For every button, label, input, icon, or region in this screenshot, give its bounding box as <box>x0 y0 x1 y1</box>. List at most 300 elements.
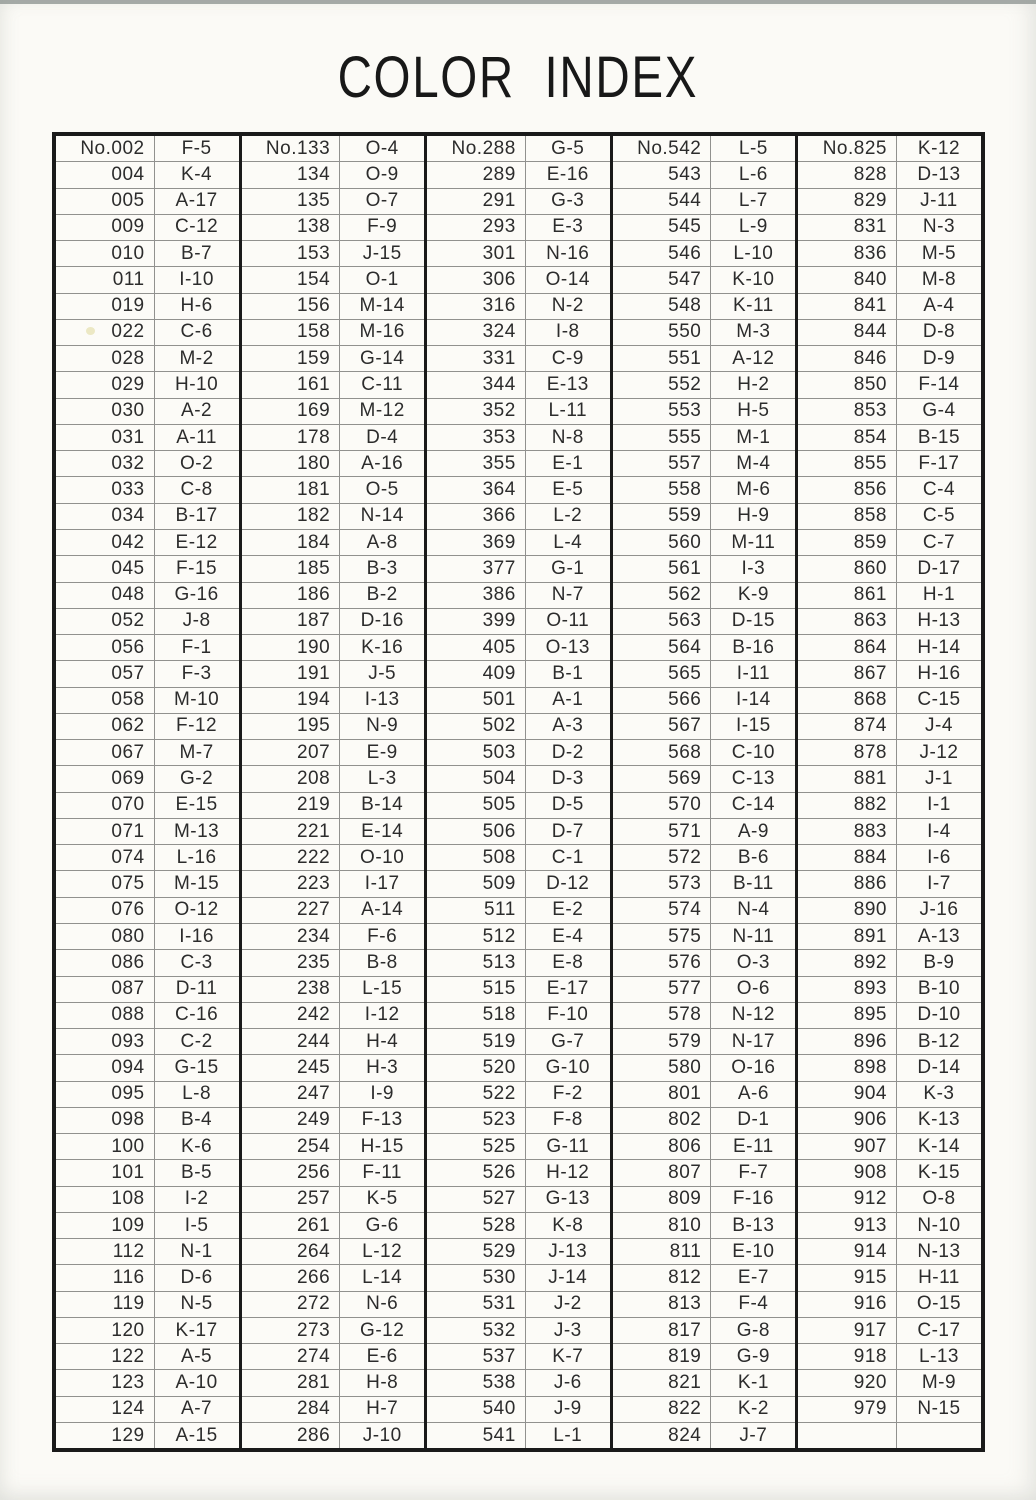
color-number-cell: 123 <box>56 1370 155 1395</box>
table-row <box>798 1108 981 1134</box>
table-row <box>613 766 796 792</box>
color-number-cell: 580 <box>613 1055 712 1080</box>
color-number-cell: 812 <box>613 1265 712 1290</box>
table-row <box>242 635 425 661</box>
color-number-cell: 856 <box>798 477 897 502</box>
grid-code-cell: D-15 <box>731 610 775 632</box>
table-row <box>427 1029 610 1055</box>
grid-code-cell: G-1 <box>551 557 585 579</box>
color-number-cell: 138 <box>242 215 341 240</box>
table-row <box>427 661 610 687</box>
color-number-cell: 568 <box>613 740 712 765</box>
color-number-cell: 540 <box>427 1397 526 1422</box>
color-number-cell: 057 <box>56 661 155 686</box>
color-number-cell: 159 <box>242 346 341 371</box>
table-row <box>56 635 239 661</box>
grid-code-cell: L-15 <box>362 978 403 1000</box>
table-row <box>242 1029 425 1055</box>
color-number-cell: 352 <box>427 399 526 424</box>
grid-code-cell: D-10 <box>917 1004 961 1026</box>
color-number-cell: 570 <box>613 793 712 818</box>
color-number-cell: 564 <box>613 635 712 660</box>
table-row <box>798 845 981 871</box>
grid-code-cell: C-4 <box>922 479 956 501</box>
table-row <box>613 635 796 661</box>
grid-code-cell: O-10 <box>360 846 405 868</box>
table-row <box>56 977 239 1003</box>
color-number-cell: 908 <box>798 1160 897 1185</box>
color-number-cell: 108 <box>56 1187 155 1212</box>
table-row <box>427 898 610 924</box>
color-number-cell: 076 <box>56 898 155 923</box>
color-number-cell: 101 <box>56 1160 155 1185</box>
grid-code-cell: A-14 <box>361 899 404 921</box>
table-row <box>613 1082 796 1108</box>
grid-code-cell: I-15 <box>735 715 771 737</box>
color-number-cell: 562 <box>613 583 712 608</box>
grid-code-cell: L-14 <box>362 1267 403 1289</box>
table-row <box>56 1055 239 1081</box>
grid-code-cell: B-3 <box>366 557 398 579</box>
table-row <box>613 950 796 976</box>
grid-code-cell: L-8 <box>182 1083 212 1105</box>
table-row <box>427 1160 610 1186</box>
color-number-cell: 186 <box>242 583 341 608</box>
color-number-cell: 530 <box>427 1265 526 1290</box>
color-number-cell: 577 <box>613 977 712 1002</box>
grid-code-cell: E-9 <box>366 741 398 763</box>
color-number-cell: 809 <box>613 1187 712 1212</box>
color-number-cell: 813 <box>613 1292 712 1317</box>
grid-code-cell: J-15 <box>362 242 402 264</box>
color-number-cell: 572 <box>613 845 712 870</box>
table-row <box>56 399 239 425</box>
grid-code-cell: I-9 <box>370 1083 395 1105</box>
table-row <box>798 766 981 792</box>
table-row <box>56 609 239 635</box>
grid-code-cell: M-4 <box>736 452 771 474</box>
color-number-cell: 828 <box>798 162 897 187</box>
color-number-cell: 561 <box>613 556 712 581</box>
grid-code-cell: E-5 <box>552 479 584 501</box>
table-row <box>798 583 981 609</box>
table-row <box>798 1160 981 1186</box>
color-number-cell: 069 <box>56 766 155 791</box>
color-number-cell: 846 <box>798 346 897 371</box>
grid-code-cell: G-7 <box>551 1030 585 1052</box>
grid-code-cell: B-8 <box>366 951 398 973</box>
grid-code-cell: H-14 <box>917 636 961 658</box>
grid-code-cell: H-12 <box>546 1161 590 1183</box>
color-number-cell: 819 <box>613 1344 712 1369</box>
grid-code-cell: O-9 <box>365 163 399 185</box>
grid-code-cell: F-11 <box>362 1161 403 1183</box>
grid-code-cell: D-2 <box>551 741 584 763</box>
color-number-cell: 543 <box>613 162 712 187</box>
table-row <box>242 425 425 451</box>
color-number-cell: 501 <box>427 688 526 713</box>
table-row <box>242 1134 425 1160</box>
grid-code-cell: E-17 <box>546 978 589 1000</box>
grid-code-cell: A-6 <box>737 1083 769 1105</box>
grid-code-cell: E-1 <box>552 452 584 474</box>
table-row <box>427 267 610 293</box>
table-row <box>56 661 239 687</box>
table-row <box>798 1370 981 1396</box>
grid-code-cell: A-5 <box>181 1345 213 1367</box>
table-row <box>427 556 610 582</box>
table-row <box>613 189 796 215</box>
table-row <box>427 635 610 661</box>
color-number-cell: 062 <box>56 714 155 739</box>
grid-code-cell: H-15 <box>360 1135 404 1157</box>
table-row <box>427 372 610 398</box>
grid-code-cell: J-13 <box>548 1240 588 1262</box>
grid-code-cell: C-11 <box>361 374 404 396</box>
color-number-cell: 531 <box>427 1292 526 1317</box>
grid-code-cell: C-12 <box>174 216 219 238</box>
color-number-cell: 504 <box>427 766 526 791</box>
color-number-cell: 052 <box>56 609 155 634</box>
scan-edge-strip <box>0 0 1036 4</box>
grid-code-cell: N-17 <box>731 1030 775 1052</box>
grid-code-cell: M-7 <box>179 741 214 763</box>
grid-code-cell: C-8 <box>180 479 213 501</box>
color-number-cell: 545 <box>613 215 712 240</box>
grid-code-cell: B-10 <box>917 978 961 1000</box>
color-number-cell: 353 <box>427 425 526 450</box>
table-row <box>427 1187 610 1213</box>
grid-code-cell: J-4 <box>925 715 953 737</box>
table-row <box>56 1397 239 1423</box>
table-row <box>242 898 425 924</box>
color-number-cell: 537 <box>427 1344 526 1369</box>
table-row <box>613 714 796 740</box>
color-number-cell: 182 <box>242 504 341 529</box>
grid-code-cell: L-16 <box>176 846 217 868</box>
grid-code-cell: C-9 <box>551 347 584 369</box>
color-number-cell: 573 <box>613 871 712 896</box>
table-row <box>56 1213 239 1239</box>
color-number-cell: 555 <box>613 425 712 450</box>
color-number-cell: 369 <box>427 530 526 555</box>
table-row <box>427 1265 610 1291</box>
color-number-cell: 506 <box>427 819 526 844</box>
grid-code-cell: G-16 <box>174 584 219 606</box>
color-number-cell: 154 <box>242 267 341 292</box>
table-row <box>427 609 610 635</box>
color-number-cell: 112 <box>56 1239 155 1264</box>
header-row <box>56 136 239 162</box>
table-row <box>427 583 610 609</box>
grid-code-cell: G-3 <box>551 190 585 212</box>
grid-code-cell: B-2 <box>366 584 398 606</box>
color-number-cell: 884 <box>798 845 897 870</box>
color-number-cell: 575 <box>613 924 712 949</box>
grid-code-cell: D-14 <box>917 1056 961 1078</box>
grid-code-cell: G-5 <box>551 137 585 159</box>
table-row <box>798 1134 981 1160</box>
color-number-cell: 286 <box>242 1423 341 1448</box>
table-row <box>56 714 239 740</box>
color-number-cell: 906 <box>798 1108 897 1133</box>
color-number-cell: 505 <box>427 793 526 818</box>
color-number-cell: 548 <box>613 294 712 319</box>
table-row <box>242 189 425 215</box>
color-number-cell: 075 <box>56 871 155 896</box>
color-number-cell: 293 <box>427 215 526 240</box>
grid-code-cell: B-17 <box>175 505 218 527</box>
color-number-cell: 920 <box>798 1370 897 1395</box>
table-row <box>798 1213 981 1239</box>
color-number-cell: 289 <box>427 162 526 187</box>
page-title-text: COLOR INDEX <box>337 45 699 110</box>
table-row <box>56 504 239 530</box>
grid-code-cell: K-16 <box>361 636 404 658</box>
color-number-cell: 552 <box>613 372 712 397</box>
table-row <box>56 871 239 897</box>
color-number-cell: 574 <box>613 898 712 923</box>
color-number-cell: 030 <box>56 399 155 424</box>
table-row <box>242 556 425 582</box>
table-row <box>427 1370 610 1396</box>
table-row <box>427 1213 610 1239</box>
color-number-cell: 194 <box>242 688 341 713</box>
table-row <box>242 504 425 530</box>
grid-code-cell: M-6 <box>736 479 771 501</box>
grid-code-cell: M-16 <box>359 321 405 343</box>
table-row <box>427 477 610 503</box>
grid-code-cell: K-14 <box>917 1135 961 1157</box>
grid-code-cell: I-4 <box>927 820 951 842</box>
grid-code-cell: E-3 <box>552 216 584 238</box>
color-number-cell: 836 <box>798 241 897 266</box>
color-number-cell: No.825 <box>798 136 897 161</box>
grid-code-cell: O-2 <box>179 452 214 474</box>
table-row <box>427 714 610 740</box>
table-row <box>242 1213 425 1239</box>
grid-code-cell: J-8 <box>182 610 211 632</box>
color-number-cell: 817 <box>613 1318 712 1343</box>
color-number-cell: 503 <box>427 740 526 765</box>
grid-code-cell: J-3 <box>553 1319 582 1341</box>
grid-code-cell: J-6 <box>553 1372 582 1394</box>
header-row <box>798 136 981 162</box>
table-row <box>427 189 610 215</box>
grid-code-cell: H-16 <box>917 662 961 684</box>
grid-code-cell: O-13 <box>545 636 590 658</box>
color-number-cell: 551 <box>613 346 712 371</box>
table-row <box>613 294 796 320</box>
table-row <box>427 845 610 871</box>
table-row <box>427 504 610 530</box>
table-row <box>427 530 610 556</box>
grid-code-cell: D-12 <box>546 873 590 895</box>
color-number-cell: 522 <box>427 1082 526 1107</box>
grid-code-cell: G-2 <box>179 768 214 789</box>
grid-code-cell: H-13 <box>917 610 961 632</box>
table-row <box>798 241 981 267</box>
table-row <box>56 477 239 503</box>
color-number-cell: 074 <box>56 845 155 870</box>
color-number-cell: 811 <box>613 1239 712 1264</box>
color-number-cell: 185 <box>242 556 341 581</box>
grid-code-cell: D-5 <box>551 794 584 816</box>
table-row <box>242 661 425 687</box>
table-row <box>56 372 239 398</box>
table-row <box>56 1187 239 1213</box>
table-row <box>613 1108 796 1134</box>
table-row <box>427 1292 610 1318</box>
color-number-cell: 161 <box>242 372 341 397</box>
table-row <box>56 1423 239 1448</box>
table-row <box>427 1423 610 1448</box>
color-number-cell: 219 <box>242 793 341 818</box>
grid-code-cell: A-4 <box>923 295 955 317</box>
table-row <box>798 372 981 398</box>
grid-code-cell: E-14 <box>361 820 404 842</box>
table-row <box>427 320 610 346</box>
color-number-cell: 004 <box>56 162 155 187</box>
grid-code-cell: F-15 <box>176 557 218 579</box>
grid-code-cell: A-15 <box>175 1424 218 1446</box>
color-number-cell: 526 <box>427 1160 526 1185</box>
color-number-cell: 915 <box>798 1265 897 1290</box>
color-number-cell: 541 <box>427 1423 526 1448</box>
grid-code-cell: F-6 <box>367 925 398 947</box>
color-number-cell: 511 <box>427 898 526 923</box>
color-number-cell: 272 <box>242 1292 341 1317</box>
grid-code-cell: C-15 <box>917 689 961 711</box>
grid-code-cell: E-6 <box>366 1345 398 1367</box>
grid-code-cell: B-4 <box>181 1109 213 1131</box>
grid-code-cell: G-8 <box>736 1319 770 1341</box>
grid-code-cell: O-1 <box>365 268 399 290</box>
table-row <box>798 793 981 819</box>
grid-code-cell: D-8 <box>922 321 956 343</box>
table-row <box>242 1003 425 1029</box>
color-number-cell: 864 <box>798 635 897 660</box>
grid-code-cell: M-9 <box>921 1372 957 1394</box>
table-row <box>427 793 610 819</box>
table-row <box>56 793 239 819</box>
table-row <box>56 189 239 215</box>
table-row <box>427 1003 610 1029</box>
color-number-cell: 912 <box>798 1187 897 1212</box>
color-number-cell: 893 <box>798 977 897 1002</box>
grid-code-cell: F-10 <box>547 1004 589 1026</box>
grid-code-cell: M-13 <box>173 820 220 842</box>
column-group <box>798 136 981 1448</box>
grid-code-cell: N-14 <box>360 505 404 527</box>
grid-code-cell: I-14 <box>735 689 771 711</box>
color-index-table <box>52 132 985 1452</box>
table-row <box>798 688 981 714</box>
grid-code-cell: C-13 <box>731 768 775 789</box>
table-row <box>427 241 610 267</box>
color-number-cell: 523 <box>427 1108 526 1133</box>
grid-code-cell <box>897 1423 981 1448</box>
table-row <box>798 425 981 451</box>
grid-code-cell: C-17 <box>917 1319 961 1341</box>
color-number-cell: 242 <box>242 1003 341 1028</box>
grid-code-cell: J-16 <box>919 899 959 921</box>
grid-code-cell: B-6 <box>737 846 769 868</box>
color-number-cell: 181 <box>242 477 341 502</box>
color-number-cell: 227 <box>242 898 341 923</box>
color-number-cell: 509 <box>427 871 526 896</box>
color-number-cell: 009 <box>56 215 155 240</box>
grid-code-cell: L-10 <box>733 242 774 264</box>
color-number-cell: 129 <box>56 1423 155 1448</box>
table-row <box>613 1370 796 1396</box>
grid-code-cell: A-9 <box>737 820 769 842</box>
table-row <box>613 845 796 871</box>
table-row <box>56 924 239 950</box>
table-row <box>613 871 796 897</box>
grid-code-cell: H-10 <box>174 374 219 396</box>
table-row <box>798 977 981 1003</box>
table-row <box>427 1239 610 1265</box>
grid-code-cell: K-9 <box>737 584 769 606</box>
grid-code-cell: L-6 <box>738 163 768 185</box>
grid-code-cell: F-4 <box>738 1293 769 1315</box>
color-number-cell: 563 <box>613 609 712 634</box>
grid-code-cell: F-14 <box>918 374 960 396</box>
color-number-cell: 273 <box>242 1318 341 1343</box>
color-number-cell <box>798 1423 897 1448</box>
color-number-cell: 802 <box>613 1108 712 1133</box>
color-number-cell: 821 <box>613 1370 712 1395</box>
table-row <box>56 215 239 241</box>
color-number-cell: 032 <box>56 451 155 476</box>
color-number-cell: 235 <box>242 950 341 975</box>
grid-code-cell: C-1 <box>551 846 584 868</box>
grid-code-cell: A-17 <box>175 190 218 212</box>
table-row <box>56 1029 239 1055</box>
table-row <box>242 1082 425 1108</box>
color-number-cell: 578 <box>613 1003 712 1028</box>
table-row <box>56 766 239 792</box>
grid-code-cell: N-4 <box>737 899 770 921</box>
grid-code-cell: K-2 <box>737 1398 769 1420</box>
color-number-cell: 249 <box>242 1108 341 1133</box>
color-number-cell: 917 <box>798 1318 897 1343</box>
table-row <box>242 714 425 740</box>
grid-code-cell: C-6 <box>180 321 213 343</box>
color-number-cell: 344 <box>427 372 526 397</box>
color-number-cell: 223 <box>242 871 341 896</box>
table-row <box>613 1344 796 1370</box>
color-number-cell: 518 <box>427 1003 526 1028</box>
grid-code-cell: G-11 <box>546 1135 590 1157</box>
color-number-cell: 898 <box>798 1055 897 1080</box>
grid-code-cell: F-1 <box>181 636 212 658</box>
color-number-cell: 566 <box>613 688 712 713</box>
table-row <box>242 1187 425 1213</box>
color-number-cell: 840 <box>798 267 897 292</box>
table-row <box>242 1423 425 1448</box>
table-row <box>798 189 981 215</box>
color-number-cell: 891 <box>798 924 897 949</box>
color-number-cell: 245 <box>242 1055 341 1080</box>
grid-code-cell: C-14 <box>731 794 775 816</box>
color-number-cell: 550 <box>613 320 712 345</box>
grid-code-cell: E-15 <box>175 794 218 816</box>
color-number-cell: 519 <box>427 1029 526 1054</box>
grid-code-cell: J-5 <box>368 662 397 684</box>
color-number-cell: 579 <box>613 1029 712 1054</box>
